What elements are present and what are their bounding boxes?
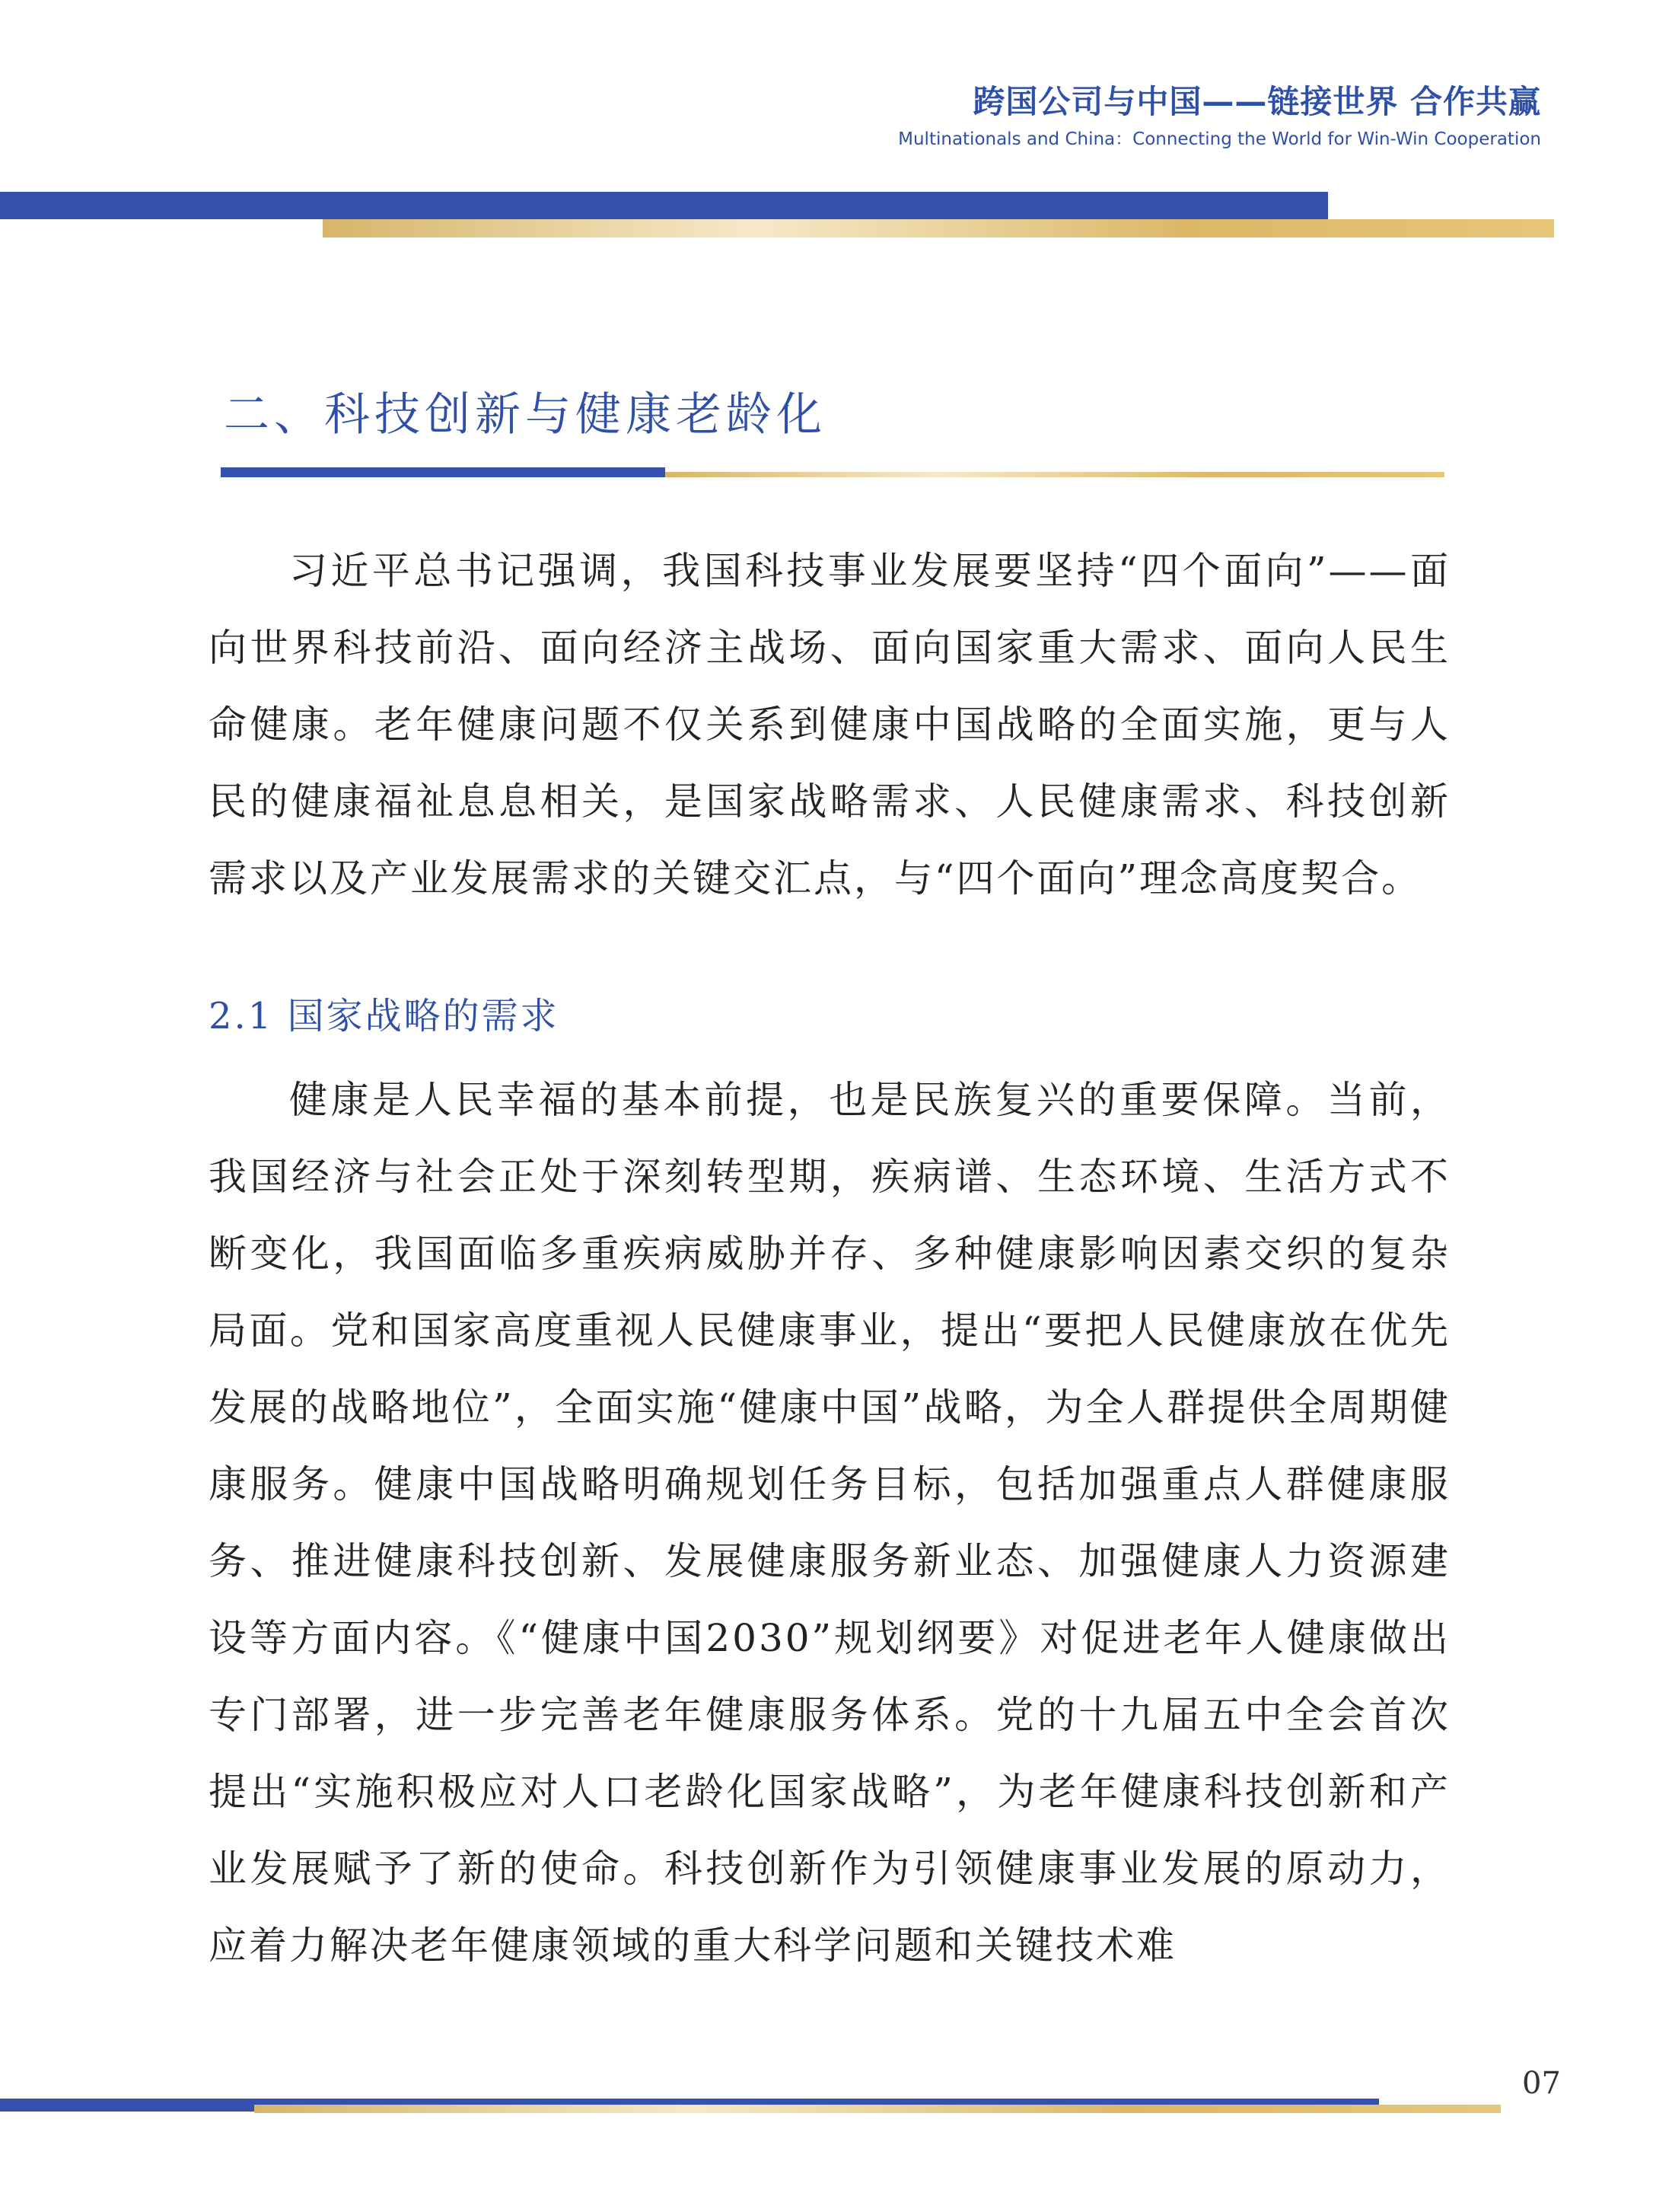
body-paragraph: 健康是人民幸福的基本前提，也是民族复兴的重要保障。当前，我国经济与社会正处于深刻转型期，疾病谱、生态环境、生活方式不断变化，我国面临多重疾病威胁并存、多种健康影响因素交织的复杂局面。党和国家高度重视人民健康事业，提出“要把人民健康放在优先发展的战略地位”，全面实施“健康中国”战略，为全人群提供全周期健康服务。健康中国战略明确规划任务目标，包括加强重点人群健康服务、推进健康科技创新、发展健康服务新业态、加强健康人力资源建设等方面内容。《“健康中国2030”规划纲要》对促进老年人健康做出专门部署，进一步完善老年健康服务体系。党的十九届五中全会首次提出“实施积极应对人口老龄化国家战略”，为老年健康科技创新和产业发展赋予了新的使命。科技创新作为引领健康事业发展的原动力，应着力解决老年健康领域的重大科学问题和关键技术难 (209, 1078, 1451, 1968)
header-title: 跨国公司与中国——链接世界 合作共赢 (973, 83, 1541, 120)
header-blue-bar (0, 192, 1328, 219)
heading-gold-underline (665, 472, 1444, 477)
subsection-heading: 2.1 国家战略的需求 (209, 995, 559, 1037)
section-heading: 二、科技创新与健康老龄化 (224, 388, 826, 441)
footer-gold-bar (254, 2105, 1501, 2113)
intro-paragraph: 习近平总书记强调，我国科技事业发展要坚持“四个面向”——面向世界科技前沿、面向经济主战场、面向国家重大需求、面向人民生命健康。老年健康问题不仅关系到健康中国战略的全面实施，更与人民的健康福祉息息相关，是国家战略需求、人民健康需求、科技创新需求以及产业发展需求的关键交汇点，与“四个面向”理念高度契合。 (209, 549, 1451, 900)
heading-blue-underline (221, 467, 665, 477)
header-subtitle: Multinationals and China：Connecting the World for Win-Win Cooperation (898, 129, 1541, 149)
header-gold-bar (323, 219, 1554, 237)
page-number: 07 (1522, 2066, 1561, 2101)
